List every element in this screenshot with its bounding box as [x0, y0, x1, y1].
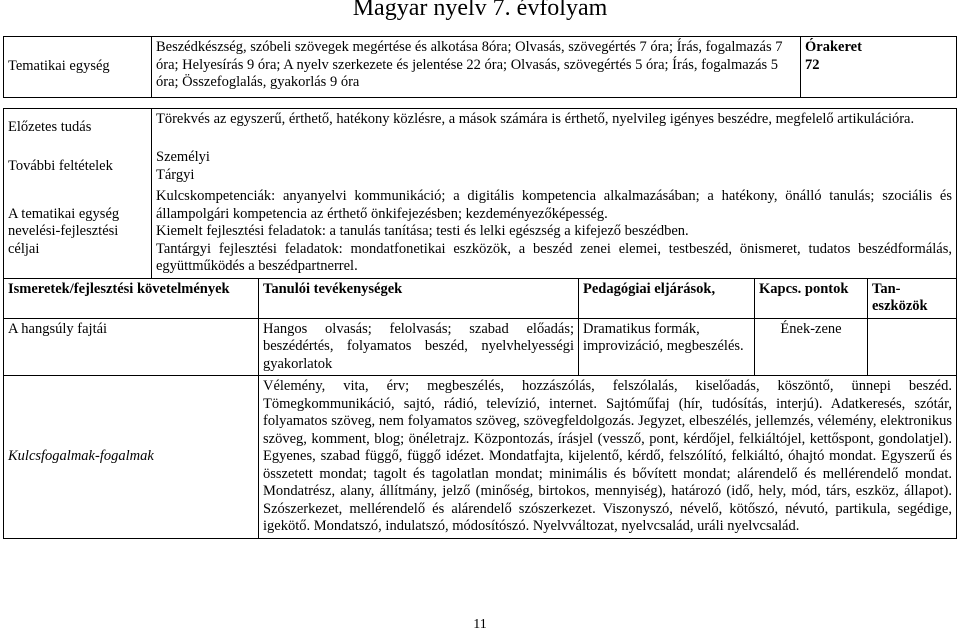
- topic-cell: A hangsúly fajtái: [4, 318, 259, 376]
- tools-cell: [868, 318, 957, 376]
- prior-knowledge-label: Előzetes tudás: [4, 109, 152, 148]
- column-header-row: [4, 278, 957, 318]
- hours-label: Órakeret: [805, 39, 862, 55]
- content-row: [4, 318, 957, 376]
- methods-cell: Dramatikus formák, improvizáció, megbeszélés.: [579, 318, 755, 376]
- page-title: Magyar nyelv 7. évfolyam: [352, 0, 608, 21]
- col-header-activities: Tanulói tevékenységek: [259, 278, 579, 318]
- conditions-row: [4, 147, 957, 186]
- keywords-text: Vélemény, vita, érv; megbeszélés, hozzászólás, felszólalás, kiselőadás, köszöntő, ünnepi beszéd. Tömegkommunikáció, sajtó, rádió, televízió, internet. Sajtóműfaj (hír, tudósítás, interjú). Adatkeresés, szótár, folyamatos szöveg, nem folyamatos szöveg, szövegfeldolgozás. Jegyzet, elbeszélés, jellemzés, vélemény, elektronikus szöveg, komment, blog; önéletrajz. Központozás, írásjel (vessző, pont, kérdőjel, felkiáltójel, kettőspont, gondolatjel). Egyenes, szabad függő, függő idézet. Mondatfajta, kijelentő, kérdő, felszólító, felkiáltó, óhajtó mondat. Egyszerű és összetett mondat; tagolt és tagolatlan mondat; minimális és bővített mondat; alárendelő és mellérendelő mondat. Mondatrész, alany, állítmány, jelző (minőség, birtokos, mennyiség), határozó (idő, hely, mód, társ, eszköz, állapot). Szószerkezet, mellérendelő és alárendelő szószerkezet. Viszonyszó, névelő, kötőszó, névutó, partikula, segédige, igekötő. Mondatszó, indulatszó, módosítószó. Nyelvváltozat, nyelvcsalád, uráli nyelvcsalád.: [259, 376, 957, 539]
- curriculum-table: [3, 36, 957, 539]
- col-header-links: Kapcs. pontok: [755, 278, 868, 318]
- conditions-text: [152, 147, 957, 186]
- goals-label: A tematikai egység nevelési-fejlesztési céljai: [4, 186, 152, 278]
- col-header-tools: Tan-eszközök: [868, 278, 957, 318]
- keywords-label: Kulcsfogalmak-fogalmak: [4, 376, 259, 539]
- prior-knowledge-text: Törekvés az egyszerű, érthető, hatékony közlésre, a mások számára is érthető, nyelvileg igényes beszédre, megfelelő artikulációra.: [152, 109, 957, 148]
- hours-cell: [801, 37, 957, 98]
- links-cell: Ének-zene: [755, 318, 868, 376]
- prior-knowledge-row: [4, 109, 957, 148]
- unit-text: Beszédkészség, szóbeli szövegek megértése és alkotása 8óra; Olvasás, szövegértés 7 óra; Írás, fogalmazás 7 óra; Helyesírás 9 óra; A nyelv szerkezete és jelentése 22 óra; Olvasás, szövegértés 5 óra; Írás, fogalmazás 5 óra; Összefoglalás, gyakorlás 9 óra: [152, 37, 801, 98]
- col-header-requirements: Ismeretek/fejlesztési követelmények: [4, 278, 259, 318]
- goals-priority-tasks: Kiemelt fejlesztési feladatok: a tanulás tanítása; testi és lelki egészség a kifejező beszédben.: [156, 223, 689, 239]
- goals-key-competences: Kulcskompetenciák: anyanyelvi kommunikáció; a digitális kompetencia alkalmazásában; a hatékony, önálló tanulás; szociális és állampolgári kompetencia az érthető önkifejezésben; kezdeményezőképesség.: [156, 188, 952, 222]
- conditions-personal: Személyi: [156, 149, 210, 165]
- activities-cell: Hangos olvasás; felolvasás; szabad előadás; beszédértés, folyamatos beszéd, nyelvhelyességi gyakorlatok: [259, 318, 579, 376]
- conditions-material: Tárgyi: [156, 166, 195, 183]
- keywords-row: [4, 376, 957, 539]
- unit-row: [4, 37, 957, 98]
- goals-text: [152, 186, 957, 278]
- col-header-methods: Pedagógiai eljárások,: [579, 278, 755, 318]
- conditions-label: További feltételek: [4, 147, 152, 186]
- goals-row: [4, 186, 957, 278]
- page-number: 11: [473, 617, 487, 632]
- goals-subject-tasks: Tantárgyi fejlesztési feladatok: mondatfonetikai eszközök, a beszéd zenei elemei, testbeszéd, önismeret, tudatos beszédformálás, együttműködés a beszédpartnerrel.: [156, 240, 952, 274]
- hours-value: 72: [805, 56, 820, 73]
- unit-label: Tematikai egység: [4, 37, 152, 98]
